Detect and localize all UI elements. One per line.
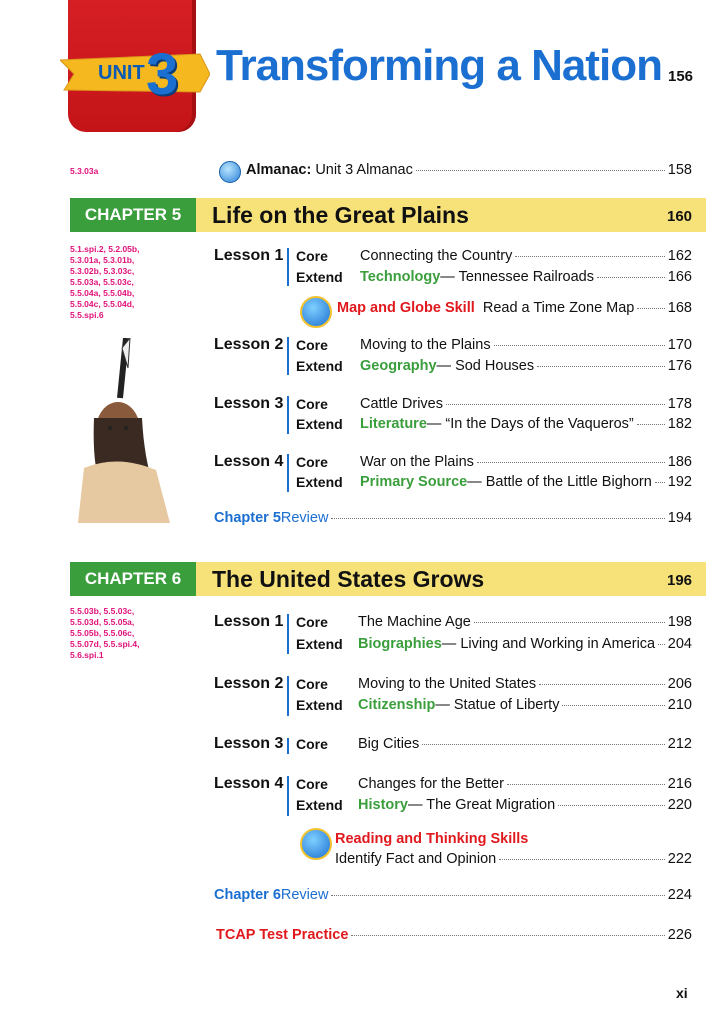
lesson-core-entry[interactable] (358, 614, 692, 630)
skill-page: 222 (667, 851, 692, 867)
standard-line: 5.3.01a, 5.3.01b, (70, 255, 135, 265)
core-label: Core (296, 776, 328, 792)
extend-category: Technology (360, 269, 441, 285)
skill-name: Map and Globe Skill (337, 300, 475, 316)
extend-page: 204 (667, 636, 692, 652)
standard-line: 5.1.spi.2, 5.2.05b, (70, 244, 140, 254)
map-skill-icon (300, 296, 332, 328)
extend-category: Literature (360, 416, 427, 432)
core-title: The Machine Age (358, 614, 471, 630)
extend-label: Extend (296, 636, 343, 652)
core-label: Core (296, 614, 328, 630)
lesson-divider (287, 614, 289, 654)
lesson-core-entry[interactable] (358, 676, 692, 692)
lesson-extend-entry[interactable] (360, 474, 692, 490)
almanac-standard: 5.3.03a (70, 166, 99, 176)
extend-category: Biographies (358, 636, 442, 652)
extend-title: — Living and Working in America (441, 636, 656, 652)
core-page: 198 (667, 614, 692, 630)
review-label: Chapter 6 (214, 887, 281, 903)
standard-line: 5.5.03d, 5.5.05a, (70, 617, 135, 627)
almanac-page: 158 (667, 162, 692, 178)
lesson-extend-entry[interactable] (358, 797, 692, 813)
extend-label: Extend (296, 697, 343, 713)
extend-title: — Tennessee Railroads (440, 269, 594, 285)
review-page: 194 (667, 510, 692, 526)
chapter6-review[interactable] (214, 887, 692, 903)
core-title: War on the Plains (360, 454, 474, 470)
core-page: 216 (667, 776, 692, 792)
lesson-extend-entry[interactable] (360, 416, 692, 432)
core-page: 178 (667, 396, 692, 412)
lesson-extend-entry[interactable] (360, 269, 692, 285)
core-title: Big Cities (358, 736, 420, 752)
lesson-label: Lesson 2 (214, 336, 284, 353)
core-label: Core (296, 248, 328, 264)
page-number: xi (676, 985, 688, 1001)
standard-line: 5.5.05b, 5.5.06c, (70, 628, 135, 638)
tcap-test-practice[interactable] (216, 927, 692, 943)
standard-line: 5.5.04c, 5.5.04d, (70, 299, 135, 309)
core-page: 162 (667, 248, 692, 264)
lesson-core-entry[interactable] (358, 776, 692, 792)
extend-label: Extend (296, 416, 343, 432)
core-title: Changes for the Better (358, 776, 504, 792)
chapter6-page: 196 (667, 572, 693, 589)
skill-entry[interactable] (335, 851, 692, 867)
review-word: Review (280, 510, 329, 526)
standard-line: 5.5.03b, 5.5.03c, (70, 606, 135, 616)
chapter5-standards (70, 244, 139, 321)
extend-label: Extend (296, 269, 343, 285)
lesson-divider (287, 396, 289, 434)
extend-page: 182 (667, 416, 692, 432)
lesson-label: Lesson 2 (214, 675, 284, 692)
extend-category: History (358, 797, 408, 813)
lesson-core-entry[interactable] (360, 337, 692, 353)
lesson-divider (287, 676, 289, 716)
core-page: 212 (667, 736, 692, 752)
extend-category: Geography (360, 358, 437, 374)
core-label: Core (296, 396, 328, 412)
unit-title: Transforming a Nation (216, 41, 662, 90)
chapter6-tag: CHAPTER 6 (70, 562, 196, 596)
lesson-label: Lesson 3 (214, 735, 284, 752)
lesson-label: Lesson 1 (214, 613, 284, 630)
extend-page: 210 (667, 697, 692, 713)
lesson-divider (287, 776, 289, 816)
lesson-core-entry[interactable] (360, 454, 692, 470)
extend-label: Extend (296, 797, 343, 813)
almanac-entry[interactable] (246, 162, 692, 178)
extend-title: — “In the Days of the Vaqueros” (426, 416, 634, 432)
skill-page: 168 (667, 300, 692, 316)
almanac-text: Unit 3 Almanac (315, 162, 413, 178)
review-label: Chapter 5 (214, 510, 281, 526)
extend-page: 220 (667, 797, 692, 813)
extend-page: 166 (667, 269, 692, 285)
core-label: Core (296, 454, 328, 470)
core-title: Moving to the Plains (360, 337, 491, 353)
almanac-label: Almanac: (246, 162, 312, 178)
core-title: Moving to the United States (358, 676, 537, 692)
chapter5-tag: CHAPTER 5 (70, 198, 196, 232)
lesson-core-entry[interactable] (360, 396, 692, 412)
skill-entry[interactable] (337, 300, 692, 316)
standard-line: 5.6.spi.1 (70, 650, 104, 660)
core-label: Core (296, 337, 328, 353)
standard-line: 5.5.03a, 5.5.03c, (70, 277, 134, 287)
extend-label: Extend (296, 358, 343, 374)
lesson-label: Lesson 1 (214, 247, 284, 264)
lesson-divider (287, 738, 289, 754)
globe-icon (219, 161, 241, 183)
extend-label: Extend (296, 474, 343, 490)
lesson-label: Lesson 4 (214, 775, 284, 792)
tcap-page: 226 (667, 927, 692, 943)
extend-page: 192 (667, 474, 692, 490)
lesson-label: Lesson 3 (214, 395, 284, 412)
skill-text: Identify Fact and Opinion (335, 851, 497, 867)
lesson-core-entry[interactable] (358, 736, 692, 752)
extend-title: — Sod Houses (436, 358, 535, 374)
lesson-divider (287, 337, 289, 375)
lesson-extend-entry[interactable] (358, 636, 692, 652)
core-page: 206 (667, 676, 692, 692)
unit-label: UNIT (98, 62, 145, 84)
chapter6-title[interactable]: The United States Grows (212, 566, 485, 592)
extend-title: — The Great Migration (407, 797, 556, 813)
standard-line: 5.5.04a, 5.5.04b, (70, 288, 135, 298)
tcap-label: TCAP Test Practice (216, 927, 349, 943)
chapter5-review[interactable] (214, 510, 692, 526)
core-title: Connecting the Country (360, 248, 513, 264)
unit-page-number: 156 (668, 68, 694, 85)
review-page: 224 (667, 887, 692, 903)
extend-title: — Battle of the Little Bighorn (467, 474, 652, 490)
lesson-core-entry[interactable] (360, 248, 692, 264)
standard-line: 5.3.02b, 5.3.03c, (70, 266, 135, 276)
core-title: Cattle Drives (360, 396, 443, 412)
lesson-extend-entry[interactable] (358, 697, 692, 713)
chapter5-title[interactable]: Life on the Great Plains (212, 202, 469, 228)
lesson-divider (287, 454, 289, 492)
extend-category: Citizenship (358, 697, 436, 713)
reading-skill-icon (300, 828, 332, 860)
extend-category: Primary Source (360, 474, 468, 490)
lesson-divider (287, 248, 289, 286)
chapter5-page: 160 (667, 208, 693, 225)
core-page: 186 (667, 454, 692, 470)
chapter6-standards (70, 606, 139, 661)
skill-text: Read a Time Zone Map (482, 300, 635, 316)
standard-line: 5.5.spi.6 (70, 310, 104, 320)
extend-title: — Statue of Liberty (435, 697, 560, 713)
portrait-image (72, 338, 184, 523)
standard-line: 5.5.07d, 5.5.spi.4, (70, 639, 140, 649)
core-label: Core (296, 676, 328, 692)
review-word: Review (280, 887, 329, 903)
core-page: 170 (667, 337, 692, 353)
core-label: Core (296, 736, 328, 752)
unit-number: 3 (146, 42, 179, 107)
lesson-extend-entry[interactable] (360, 358, 692, 374)
extend-page: 176 (667, 358, 692, 374)
lesson-label: Lesson 4 (214, 453, 284, 470)
skill-name: Reading and Thinking Skills (335, 831, 529, 847)
